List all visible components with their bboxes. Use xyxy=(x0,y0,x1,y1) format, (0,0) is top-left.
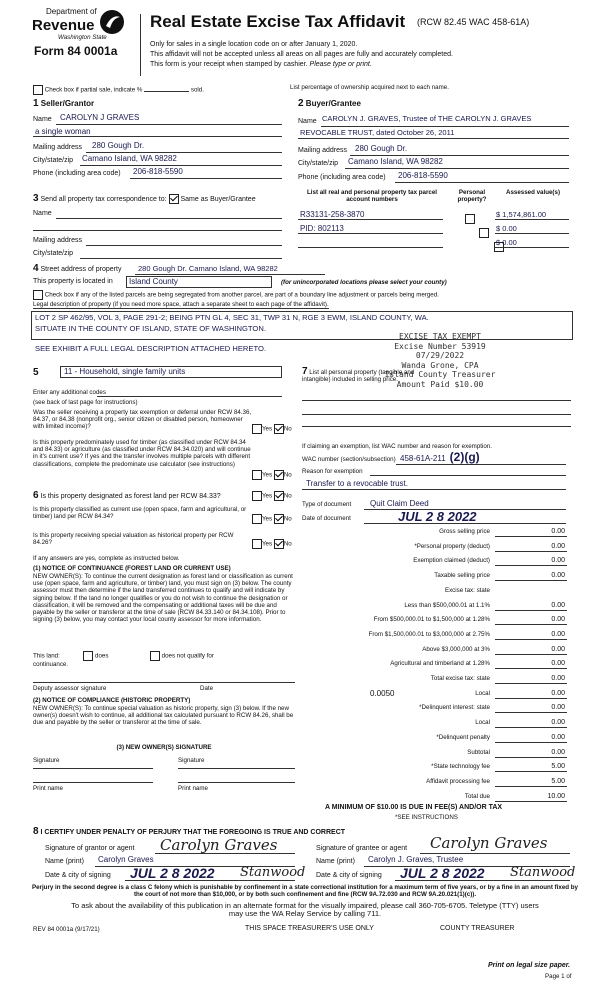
q-exemption: Was the seller receiving a property tax exemption or deferral under RCW 84.36, 84.37, or 84.38 (nonprofit org., senior citizen or disabled person, homeowner with limited income)? xyxy=(33,409,252,431)
current-use-yes-checkbox[interactable] xyxy=(252,514,262,524)
grantor-date-label: Date & city of signing xyxy=(45,872,111,879)
dept-line1: Department of xyxy=(46,7,97,16)
seller-name[interactable]: CAROLYN J GRAVES xyxy=(60,113,140,122)
calc-label: Agricultural and timberland at 1.28% xyxy=(390,660,490,668)
calc-value[interactable]: 0.00 xyxy=(551,748,565,756)
q-timber-answer: Yes No xyxy=(252,470,292,480)
calc-value[interactable]: 0.00 xyxy=(551,601,565,609)
buyer-address-label: Mailing address xyxy=(298,147,348,154)
q-historic-answer: Yes No xyxy=(252,539,292,549)
calc-label: Total due xyxy=(464,792,490,800)
parcel-col3: Assessed value(s) xyxy=(506,189,560,196)
calc-label: *Personal property (deduct) xyxy=(414,542,490,550)
subtitle-3: This form is your receipt when stamped by cashier. Please type or print. xyxy=(150,61,372,68)
page-number: Page 1 of xyxy=(545,973,572,980)
parcel-col1: List all real and personal property tax parcel account numbers xyxy=(307,189,437,204)
dor-logo xyxy=(32,8,132,68)
timber-yes-checkbox[interactable] xyxy=(252,470,262,480)
dept-line3: Washington State xyxy=(58,34,107,41)
owner-print-label-1: Print name xyxy=(33,785,63,792)
grantee-name-label: Name (print) xyxy=(316,858,355,865)
owner-signature-label-2: Signature xyxy=(178,757,205,764)
minimum-due: A MINIMUM OF $10.00 IS DUE IN FEE(S) AND/OR TAX xyxy=(325,804,503,811)
dept-line2: Revenue xyxy=(32,17,95,34)
rcw-ref: (RCW 82.45 WAC 458-61A) xyxy=(417,17,530,27)
stamp-line-5: Island County Treasurer xyxy=(384,370,496,379)
county-treasurer: COUNTY TREASURER xyxy=(440,925,515,932)
doc-date[interactable]: JUL 2 8 2022 xyxy=(398,509,477,524)
additional-codes-label: Enter any additional codes xyxy=(33,389,106,396)
calc-label: Local xyxy=(475,719,490,727)
q-forest: 6 Is this property designated as forest land per RCW 84.33? xyxy=(33,490,221,501)
see-back: (see back of last page for instructions) xyxy=(33,399,138,406)
wac-label: WAC number (section/subsection) xyxy=(302,456,396,463)
seller-phone-label: Phone (including area code) xyxy=(33,170,121,177)
forest-yes-checkbox[interactable] xyxy=(252,491,262,501)
buyer-name-2[interactable]: REVOCABLE TRUST, dated October 26, 2011 xyxy=(300,128,455,137)
wac-number[interactable]: 458-61A-211 (2)(g) xyxy=(400,450,480,464)
same-as-buyer-checkbox[interactable] xyxy=(169,194,179,204)
seller-heading: 1 Seller/Grantor xyxy=(33,98,95,109)
calc-label: *Delinquent interest: state xyxy=(419,704,490,712)
notice1-body: NEW OWNER(S): To continue the current designation as forest land or classification as current use (open space, farm and agriculture, or timber) land, you must sign on (3) below. The county assessor must then determine if the land transferred continues to qualify and will indicate by signing below. If the land no longer qualifies or you do not wish to continue the designation or classification, it will be removed and the compensating or additional taxes will be due and payable by the seller or transferor at the time of sale (RCW 84.33.140 or 84.34.108). Prior to signing (3) below, you may contact your local county assessor for more information. xyxy=(33,573,293,624)
buyer-heading: 2 Buyer/Grantee xyxy=(298,98,361,109)
notice1-heading: (1) NOTICE OF CONTINUANCE (FOREST LAND OR CURRENT USE) xyxy=(33,565,231,572)
forest-no-checkbox[interactable] xyxy=(274,491,284,501)
exemption-no-checkbox[interactable] xyxy=(274,424,284,434)
calc-value[interactable]: 0.00 xyxy=(551,528,565,535)
legal-label: Legal description of property (if you need more space, attach a separate sheet to each page of the affidavit). xyxy=(33,301,329,308)
form-number: Form 84 0001a xyxy=(34,44,118,58)
grantee-date[interactable]: JUL 2 8 2022 xyxy=(400,865,485,881)
calc-value[interactable]: 0.00 xyxy=(551,542,565,550)
q-timber: Is this property predominately used for timber (as classified under RCW 84.34 and 84.33) or agriculture (as classified under RCW 84.34.020) and will continue in it's current use? If yes and the transfer involves multiple parcels with different classifications, complete the predominate use calculator (see instructions) xyxy=(33,439,251,468)
calc-value[interactable]: 0.00 xyxy=(551,557,565,565)
calc-label: Gross selling price xyxy=(439,528,490,535)
q-current-use: Is this property classified as current use (open space, farm and agricultural, or timber) land per RCW 84.34? xyxy=(33,506,247,521)
buyer-phone-label: Phone (including area code) xyxy=(298,174,386,181)
calc-label: From $500,000.01 to $1,500,000 at 1.28% xyxy=(373,616,490,624)
grantor-name[interactable]: Carolyn Graves xyxy=(98,855,154,864)
legal-line-3: SEE EXHIBIT A FULL LEGAL DESCRIPTION ATTACHED HERETO. xyxy=(35,344,266,353)
calc-value[interactable]: 0.00 xyxy=(551,616,565,624)
form-title: Real Estate Excise Tax Affidavit xyxy=(150,12,406,31)
buyer-city-label: City/state/zip xyxy=(298,160,339,167)
seller-name-2[interactable]: a single woman xyxy=(35,127,91,136)
section7-text: 7 List all personal property (tangible and intangible) included in selling price. xyxy=(302,366,415,384)
buyer-name[interactable]: CAROLYN J. GRAVES, Trustee of THE CAROLYN J. GRAVES xyxy=(322,114,532,123)
grantor-city[interactable]: Stanwood xyxy=(240,865,306,880)
grantor-signature[interactable]: Carolyn Graves xyxy=(160,836,278,854)
calc-value[interactable]: 5.00 xyxy=(551,763,565,771)
stamp-line-3: 07/29/2022 xyxy=(415,351,465,360)
legal-line-2: SITUATE IN THE COUNTY OF ISLAND, STATE OF WASHINGTON. xyxy=(35,324,266,333)
deputy-signature-label: Deputy assessor signature xyxy=(33,685,107,692)
property-street[interactable]: 280 Gough Dr. Camano Island, WA 98282 xyxy=(138,264,278,273)
personal-property-checkbox-1[interactable] xyxy=(465,214,475,224)
calc-label: *Delinquent penalty xyxy=(436,733,490,741)
section4-street: 4 Street address of property xyxy=(33,263,122,274)
calc-label: Above $3,000,000 at 3% xyxy=(422,645,490,653)
calc-label: Affidavit processing fee xyxy=(426,777,490,785)
calc-value[interactable]: 0.00 xyxy=(551,645,565,653)
county-value: Island County xyxy=(129,277,178,286)
doc-date-label: Date of document xyxy=(302,515,351,522)
s3-city-label: City/state/zip xyxy=(33,250,74,257)
parcel-value-2[interactable]: $ 0.00 xyxy=(496,224,517,233)
calc-label: *State technology fee xyxy=(431,763,490,771)
notice3-heading: (3) NEW OWNER(S) SIGNATURE xyxy=(116,744,212,751)
calc-label: Less than $500,000.01 at 1.1% xyxy=(404,601,490,609)
this-land-row: This land: does does not qualify for xyxy=(33,652,214,660)
calc-label: From $1,500,000.01 to $3,000,000 at 2.75% xyxy=(368,630,490,638)
grantor-date[interactable]: JUL 2 8 2022 xyxy=(130,865,215,881)
calc-label: Exemption claimed (deduct) xyxy=(413,557,490,565)
segregated-row: Check box if any of the listed parcels are being segregated from another parcel, are part of a boundary line adjustment or parcels being merged. xyxy=(33,290,439,300)
exempt-claim-note: If claiming an exemption, list WAC number and reason for exemption. xyxy=(302,443,492,450)
see-instructions: *SEE INSTRUCTIONS xyxy=(395,814,458,821)
alt-format-notice: To ask about the availability of this publication in an alternate format for the visually impaired, please call 360-705-6705. Teletype (TTY) users may use the WA Relay Service by calling 711. xyxy=(71,901,539,918)
seller-city[interactable]: Camano Island, WA 98282 xyxy=(82,154,177,163)
continuance-label: continuance. xyxy=(33,661,69,668)
partial-sale-checkbox[interactable] xyxy=(33,85,43,95)
treasurer-use: THIS SPACE TREASURER'S USE ONLY xyxy=(245,925,374,932)
legal-size-note: Print on legal size paper. xyxy=(488,962,571,969)
rev-number: REV 84 0001a (9/17/21) xyxy=(33,926,100,933)
seller-phone[interactable]: 206-818-5590 xyxy=(133,167,183,176)
subtitle-1: Only for sales in a single location code on or after January 1, 2020. xyxy=(150,41,358,48)
calc-value[interactable]: 0.00 xyxy=(551,719,565,727)
q-current-use-answer: Yes No xyxy=(252,514,292,524)
calc-value[interactable]: 0.00 xyxy=(551,733,565,741)
grantee-date-label: Date & city of signing xyxy=(316,872,382,879)
grantee-sig-label: Signature of grantee or agent xyxy=(316,845,408,852)
q-forest-answer: Yes No xyxy=(252,491,292,501)
q-historic: Is this property receiving special valuation as historical property per RCW 84.26? xyxy=(33,532,234,547)
legal-line-1: LOT 2 SP 462/95, VOL 3, PAGE 291-2; BEING PTN GL 4, SEC 31, TWP 31 N, RGE 3 EWM, ISLAND COUNTY, WA. xyxy=(35,313,429,322)
stamp-line-2: Excise Number 53919 xyxy=(394,341,486,351)
calc-value[interactable]: 0.00 xyxy=(551,689,565,697)
grantee-signature[interactable]: Carolyn Graves xyxy=(430,834,548,852)
deputy-date-label: Date xyxy=(200,685,214,692)
calc-value[interactable]: 0.00 xyxy=(551,675,565,682)
s3-address-label: Mailing address xyxy=(33,237,83,244)
doc-type[interactable]: Quit Claim Deed xyxy=(370,499,429,508)
current-use-no-checkbox[interactable] xyxy=(274,514,284,524)
grantor-name-label: Name (print) xyxy=(45,858,84,865)
county-select[interactable] xyxy=(126,276,272,288)
local-rate: 0.0050 xyxy=(370,688,395,698)
notice2-body: NEW OWNER(S): To continue special valuation as historic property, sign (3) below. If the new owner(s) doesn't wish to continue, all additional tax calculated pursuant to RCW 84.26, shall be due and payable by the seller or transferor at the time of sale. xyxy=(33,705,294,727)
calc-value[interactable]: 10.00 xyxy=(547,792,565,800)
unincorp-note: (for unincorporated locations please select your county) xyxy=(281,279,447,286)
buyer-address[interactable]: 280 Gough Dr. xyxy=(355,144,408,153)
land-use-code: 11 - Household, single family units xyxy=(64,367,186,376)
seller-address-label: Mailing address xyxy=(33,144,83,151)
parcel-acct-2[interactable]: PID: 802113 xyxy=(300,224,344,233)
historic-yes-checkbox[interactable] xyxy=(252,539,262,549)
personal-property-checkbox-2[interactable] xyxy=(479,228,489,238)
buyer-phone[interactable]: 206-818-5590 xyxy=(398,171,448,180)
seller-address[interactable]: 280 Gough Dr. xyxy=(92,141,145,150)
parcel-acct-1[interactable]: R33131-258-3870 xyxy=(300,210,365,219)
ownership-note: List percentage of ownership acquired next to each name. xyxy=(290,84,449,91)
calc-label: Local xyxy=(475,689,490,697)
perjury-notice: Perjury in the second degree is a class C felony which is punishable by confinement in a state correctional institution for a maximum term of five years, or by a fine in an amount fixed by the court of not more than $10,000, or by both such confinement and fine (RCW 9A.72.030 and RCW 9A.20.021(1)(c)). xyxy=(31,884,578,899)
revenue-logo-icon xyxy=(98,8,126,36)
section3-heading: 3 Send all property tax correspondence to: Same as Buyer/Grantee xyxy=(33,192,256,204)
calc-value[interactable]: 0.00 xyxy=(551,660,565,668)
section5-num: 5 xyxy=(33,367,39,378)
certify-heading: 8 I CERTIFY UNDER PENALTY OF PERJURY THAT THE FOREGOING IS TRUE AND CORRECT xyxy=(33,826,346,837)
partial-sale-row: Check box if partial sale, indicate % sold. xyxy=(33,85,204,95)
parcel-col2: Personal property? xyxy=(457,189,487,204)
historic-no-checkbox[interactable] xyxy=(274,539,284,549)
land-use-code-select[interactable] xyxy=(60,366,282,378)
calc-label: Total excise tax: state xyxy=(430,675,490,682)
owner-print-label-2: Print name xyxy=(178,785,208,792)
calc-value[interactable]: 5.00 xyxy=(551,777,565,785)
doc-type-label: Type of document xyxy=(302,501,352,508)
notice2-heading: (2) NOTICE OF COMPLIANCE (HISTORIC PROPERTY) xyxy=(33,697,191,704)
land-does-not-checkbox[interactable] xyxy=(150,651,160,661)
calc-label: Excise tax: state xyxy=(444,586,490,594)
calc-value[interactable]: 0.00 xyxy=(551,572,565,580)
grantee-city[interactable]: Stanwood xyxy=(510,865,576,880)
parcel-value-1[interactable]: $ 1,574,861.00 xyxy=(496,210,547,219)
stamp-line-6: Amount Paid $10.00 xyxy=(396,379,484,389)
grantee-name[interactable]: Carolyn J. Graves, Trustee xyxy=(368,855,464,864)
land-does-checkbox[interactable] xyxy=(83,651,93,661)
exemption-yes-checkbox[interactable] xyxy=(252,424,262,434)
calc-label: Subtotal xyxy=(467,748,490,756)
exemption-reason[interactable]: Transfer to a revocable trust. xyxy=(306,479,408,488)
owner-signature-label-1: Signature xyxy=(33,757,60,764)
calc-label: Taxable selling price xyxy=(434,572,490,580)
stamp-line-4: Wanda Grone, CPA xyxy=(401,360,479,370)
buyer-city[interactable]: Camano Island, WA 98282 xyxy=(348,157,443,166)
seller-name-label: Name xyxy=(33,116,52,123)
timber-no-checkbox[interactable] xyxy=(274,470,284,480)
located-label: This property is located in xyxy=(33,278,113,285)
subtitle-2: This affidavit will not be accepted unless all areas on all pages are fully and accurately completed. xyxy=(150,51,453,58)
q-exemption-answer: Yes No xyxy=(252,424,292,434)
stamp-line-1: EXCISE TAX EXEMPT xyxy=(399,332,481,341)
s3-name-label: Name xyxy=(33,210,52,217)
calc-value[interactable]: 0.00 xyxy=(551,630,565,638)
parcel-value-3[interactable]: $ 0.00 xyxy=(496,238,517,247)
calc-value[interactable]: 0.00 xyxy=(551,704,565,712)
segregated-checkbox[interactable] xyxy=(33,290,43,300)
reason-label: Reason for exemption xyxy=(302,468,363,475)
if-yes-note: If any answers are yes, complete as instructed below. xyxy=(33,555,180,562)
buyer-name-label: Name xyxy=(298,118,317,125)
seller-city-label: City/state/zip xyxy=(33,157,74,164)
grantor-sig-label: Signature of grantor or agent xyxy=(45,845,135,852)
